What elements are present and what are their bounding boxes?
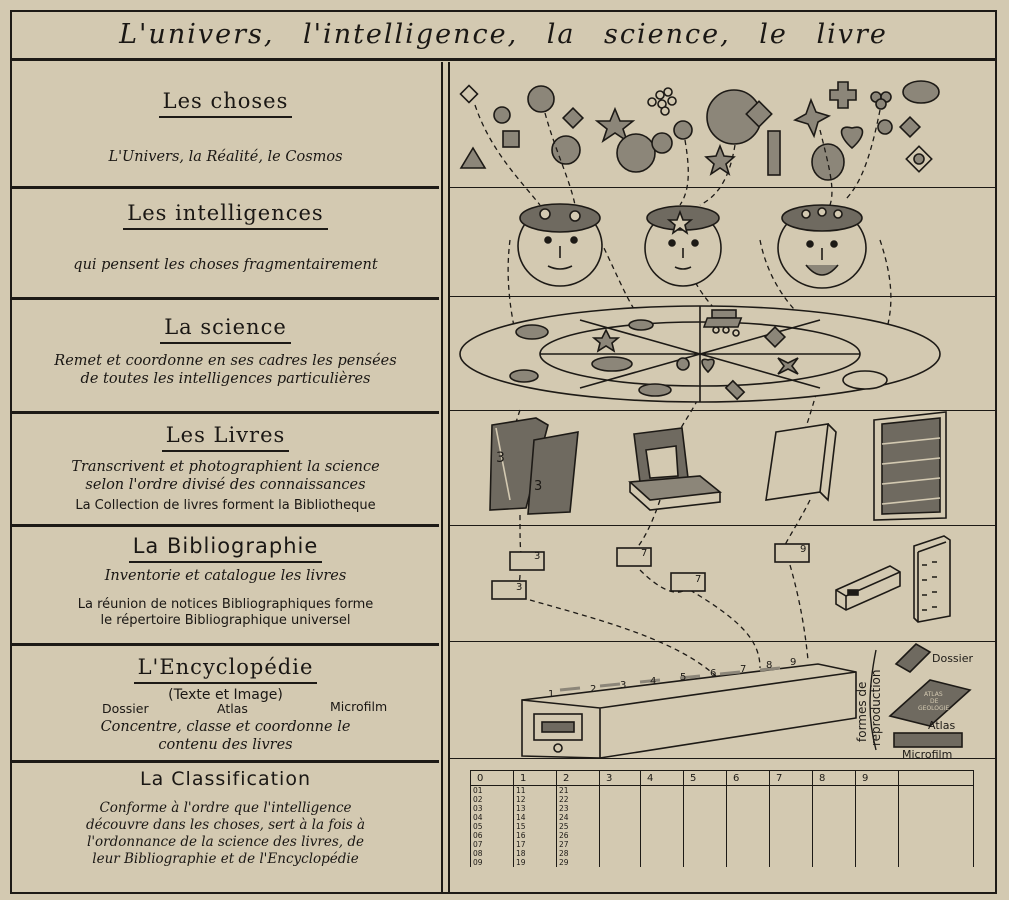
table-cell xyxy=(856,849,899,858)
table-cell xyxy=(899,786,974,796)
table-cell: 08 xyxy=(471,849,514,858)
book-stand xyxy=(630,428,720,510)
table-cell xyxy=(770,849,813,858)
card-number: 9 xyxy=(800,544,807,555)
table-cell: 24 xyxy=(557,813,600,822)
table-header-cell: 3 xyxy=(600,771,641,786)
classification-table xyxy=(470,770,974,867)
table-cell xyxy=(727,831,770,840)
table-cell xyxy=(899,849,974,858)
table-header-row xyxy=(471,771,974,786)
heading-les-intelligences: Les intelligences xyxy=(123,200,327,230)
table-header-cell: 1 xyxy=(514,771,557,786)
table-cell xyxy=(813,786,856,796)
table-cell xyxy=(600,804,641,813)
desc-les-choses: L'Univers, la Réalité, le Cosmos xyxy=(108,149,343,165)
table-row xyxy=(471,813,974,822)
table-cell xyxy=(856,786,899,796)
filing-cabinet xyxy=(914,536,950,622)
catalogue-cards xyxy=(492,544,809,599)
form-atlas: Atlas xyxy=(217,701,248,716)
table-cell xyxy=(684,858,727,867)
desc-la-bibliographie: Inventorie et catalogue les livres xyxy=(104,568,347,584)
card-drawer xyxy=(522,664,856,758)
drawer-tab: 1 xyxy=(548,689,555,700)
microfilm-icon xyxy=(894,733,962,747)
table-row xyxy=(471,831,974,840)
table-header-cell xyxy=(899,771,974,786)
drawer-tab: 6 xyxy=(710,668,717,679)
table-cell xyxy=(899,813,974,822)
reproduction-forms xyxy=(855,644,973,761)
science-wheel xyxy=(460,306,940,402)
desc-classification-2: découvre dans les choses, sert à la fois à xyxy=(85,817,366,833)
bookcase xyxy=(874,412,946,520)
desc-classification-3: l'ordonnance de la science des livres, de xyxy=(87,834,364,850)
atlas-label: Atlas xyxy=(928,719,956,732)
drawer-tab: 8 xyxy=(766,660,773,671)
desc-les-livres-1: Transcrivent et photographient la science xyxy=(71,459,380,475)
table-cell: 22 xyxy=(557,795,600,804)
table-header-cell: 5 xyxy=(684,771,727,786)
note-les-livres: La Collection de livres forment la Bibliotheque xyxy=(75,498,376,513)
table-cell xyxy=(641,858,684,867)
table-cell: 05 xyxy=(471,822,514,831)
table-cell: 07 xyxy=(471,840,514,849)
desc-classification-1: Conforme à l'ordre que l'intelligence xyxy=(99,800,352,816)
table-cell xyxy=(600,840,641,849)
card-number: 7 xyxy=(641,548,648,559)
table-cell xyxy=(856,831,899,840)
table-cell xyxy=(899,804,974,813)
heading-la-bibliographie: La Bibliographie xyxy=(129,533,323,563)
table-header-cell: 9 xyxy=(856,771,899,786)
card-number: 3 xyxy=(534,551,541,562)
atlas-cover-line-3: GEOLOGIE xyxy=(918,705,950,712)
desc-la-science-2: de toutes les intelligences particulières xyxy=(80,371,371,387)
atlas-cover-line-1: ATLAS xyxy=(924,691,943,698)
table-cell xyxy=(770,840,813,849)
table-cell xyxy=(684,840,727,849)
table-cell xyxy=(600,858,641,867)
card-box xyxy=(836,566,900,610)
form-dossier: Dossier xyxy=(102,701,149,716)
table-cell xyxy=(600,813,641,822)
table-cell xyxy=(727,786,770,796)
form-microfilm: Microfilm xyxy=(330,699,388,714)
heading-les-choses: Les choses xyxy=(159,88,293,118)
table-cell xyxy=(899,795,974,804)
card-number: 3 xyxy=(516,582,523,593)
head-child xyxy=(645,206,721,286)
table-cell xyxy=(684,831,727,840)
heading-classification: La Classification xyxy=(140,768,311,790)
table-cell xyxy=(600,786,641,796)
table-row xyxy=(471,804,974,813)
heading-la-science: La science xyxy=(160,314,291,344)
table-cell xyxy=(856,804,899,813)
table-cell xyxy=(641,822,684,831)
table-cell xyxy=(727,849,770,858)
table-cell xyxy=(770,795,813,804)
table-cell xyxy=(600,795,641,804)
table-cell xyxy=(641,804,684,813)
table-cell: 01 xyxy=(471,786,514,796)
table-cell xyxy=(641,831,684,840)
table-cell xyxy=(684,813,727,822)
table-cell xyxy=(641,795,684,804)
table-cell: 02 xyxy=(471,795,514,804)
table-cell xyxy=(856,795,899,804)
table-row xyxy=(471,786,974,796)
dossier-icon xyxy=(896,644,930,672)
table-cell xyxy=(813,804,856,813)
table-cell xyxy=(641,849,684,858)
drawer-tab: 7 xyxy=(740,664,747,675)
shapes-cluster xyxy=(461,81,939,180)
table-cell xyxy=(770,786,813,796)
table-cell: 17 xyxy=(514,840,557,849)
table-cell xyxy=(684,795,727,804)
table-cell xyxy=(727,795,770,804)
table-header-cell: 0 xyxy=(471,771,514,786)
table-cell: 13 xyxy=(514,804,557,813)
table-cell xyxy=(899,822,974,831)
table-header-cell: 4 xyxy=(641,771,684,786)
table-cell xyxy=(770,858,813,867)
table-cell xyxy=(856,822,899,831)
table-cell xyxy=(600,822,641,831)
desc-encyclopedie-1: Concentre, classe et coordonne le xyxy=(100,719,351,735)
table-header-cell: 2 xyxy=(557,771,600,786)
dossier-label: Dossier xyxy=(932,652,974,665)
table-cell: 19 xyxy=(514,858,557,867)
table-cell xyxy=(813,849,856,858)
table-header-cell: 8 xyxy=(813,771,856,786)
table-cell xyxy=(684,804,727,813)
book-spine-number: 3 xyxy=(534,479,543,494)
desc-encyclopedie-2: contenu des livres xyxy=(158,737,293,753)
table-cell xyxy=(813,822,856,831)
table-cell: 23 xyxy=(557,804,600,813)
table-cell xyxy=(770,822,813,831)
desc-classification-4: leur Bibliographie et de l'Encyclopédie xyxy=(92,851,359,867)
desc-les-livres-2: selon l'ordre divisé des connaissances xyxy=(85,477,366,493)
table-cell xyxy=(641,840,684,849)
book-closed xyxy=(766,424,836,500)
head-man xyxy=(518,204,602,286)
table-cell: 25 xyxy=(557,822,600,831)
table-cell xyxy=(899,831,974,840)
drawer-tab: 2 xyxy=(590,684,597,695)
drawer-tab: 4 xyxy=(650,676,657,687)
table-cell xyxy=(684,786,727,796)
table-cell xyxy=(813,813,856,822)
drawer-tab: 9 xyxy=(790,657,797,668)
card-number: 7 xyxy=(695,574,702,585)
desc-les-intelligences: qui pensent les choses fragmentairement xyxy=(73,257,378,273)
table-cell xyxy=(856,813,899,822)
heading-encyclopedie: L'Encyclopédie xyxy=(134,654,318,684)
table-cell xyxy=(600,831,641,840)
table-cell: 12 xyxy=(514,795,557,804)
table-cell xyxy=(600,849,641,858)
note-la-bibliographie-1: La réunion de notices Bibliographiques forme xyxy=(77,597,374,612)
table-cell xyxy=(641,813,684,822)
table-cell: 26 xyxy=(557,831,600,840)
note-la-bibliographie-2: le répertoire Bibliographique universel xyxy=(100,613,351,628)
table-header-cell: 7 xyxy=(770,771,813,786)
heading-les-livres: Les Livres xyxy=(162,422,290,452)
table-cell xyxy=(856,840,899,849)
table-cell xyxy=(727,840,770,849)
table-cell xyxy=(813,858,856,867)
table-cell: 15 xyxy=(514,822,557,831)
table-cell xyxy=(899,858,974,867)
table-cell xyxy=(770,804,813,813)
table-cell xyxy=(684,822,727,831)
table-cell xyxy=(727,804,770,813)
table-cell: 27 xyxy=(557,840,600,849)
drawer-tab: 3 xyxy=(620,680,627,691)
table-cell: 21 xyxy=(557,786,600,796)
table-row xyxy=(471,840,974,849)
table-row xyxy=(471,858,974,867)
book-spine-number: 3 xyxy=(496,450,505,466)
reproduction-label-1: formes de xyxy=(855,681,869,742)
reproduction-label-2: reproduction xyxy=(869,669,883,746)
desc-la-science-1: Remet et coordonne en ses cadres les pensées xyxy=(54,353,397,369)
table-cell xyxy=(727,858,770,867)
table-cell: 04 xyxy=(471,813,514,822)
head-old-man xyxy=(778,205,866,288)
atlas-cover-line-2: DE xyxy=(930,698,939,705)
microfilm-label: Microfilm xyxy=(902,748,953,761)
table-cell: 28 xyxy=(557,849,600,858)
book-2 xyxy=(528,432,578,514)
table-cell: 06 xyxy=(471,831,514,840)
heads xyxy=(518,204,866,288)
table-cell xyxy=(813,795,856,804)
table-cell: 29 xyxy=(557,858,600,867)
table-row xyxy=(471,795,974,804)
books xyxy=(490,412,946,520)
table-cell xyxy=(899,840,974,849)
table-cell: 14 xyxy=(514,813,557,822)
table-cell: 11 xyxy=(514,786,557,796)
table-cell xyxy=(684,849,727,858)
table-header-cell: 6 xyxy=(727,771,770,786)
table-cell xyxy=(813,831,856,840)
table-cell: 16 xyxy=(514,831,557,840)
table-cell xyxy=(770,813,813,822)
table-cell xyxy=(727,822,770,831)
page-title: L'univers, l'intelligence, la science, le livre xyxy=(119,19,888,50)
table-cell xyxy=(856,858,899,867)
table-row xyxy=(471,822,974,831)
encyclopedie-subtitle: (Texte et Image) xyxy=(168,687,283,703)
drawer-tab: 5 xyxy=(680,672,687,683)
table-cell: 03 xyxy=(471,804,514,813)
table-cell xyxy=(641,786,684,796)
table-cell xyxy=(770,831,813,840)
table-cell: 09 xyxy=(471,858,514,867)
table-cell xyxy=(813,840,856,849)
table-row xyxy=(471,849,974,858)
table-cell xyxy=(727,813,770,822)
table-cell: 18 xyxy=(514,849,557,858)
